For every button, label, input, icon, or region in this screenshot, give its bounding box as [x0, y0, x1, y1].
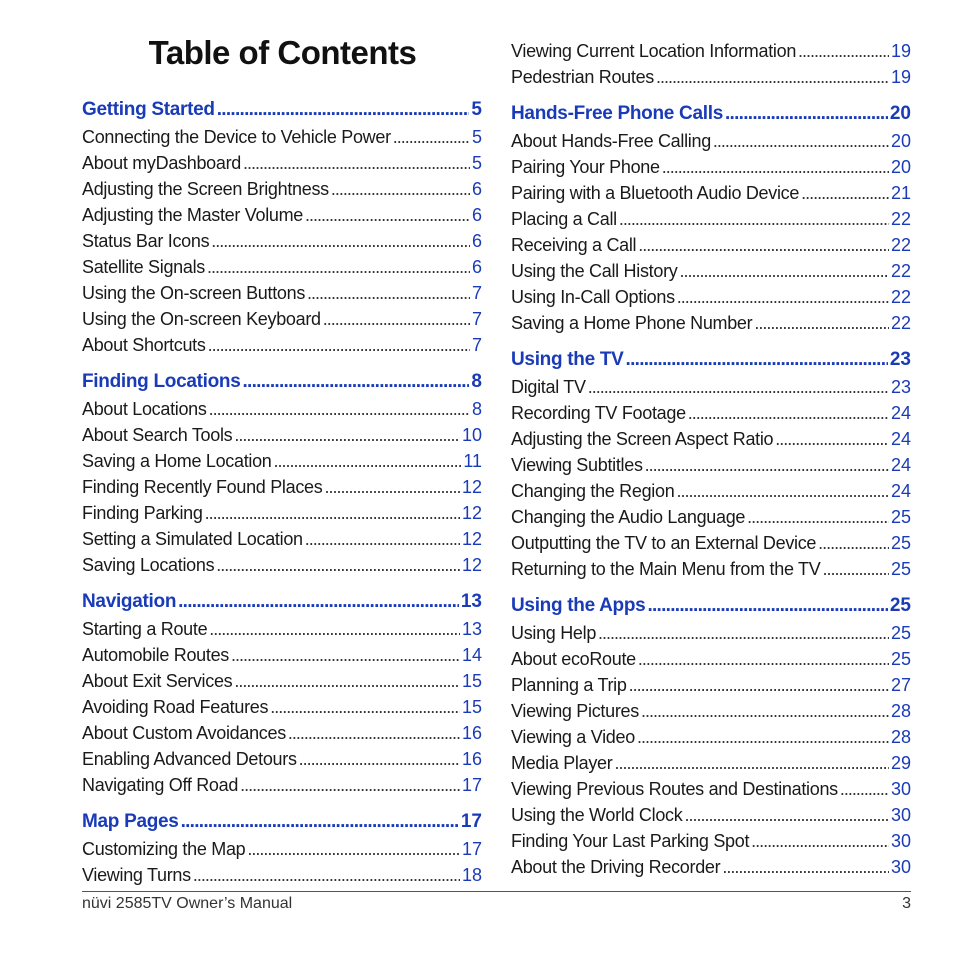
toc-entry[interactable] — [82, 642, 482, 668]
dot-leader — [270, 694, 460, 720]
toc-section — [511, 592, 911, 880]
toc-heading-page-link[interactable]: 5 — [471, 99, 482, 120]
toc-section-heading[interactable] — [82, 96, 482, 124]
toc-entry-label: Status Bar Icons — [82, 231, 210, 251]
toc-heading-page-link[interactable]: 25 — [889, 595, 911, 616]
toc-entry-label: Saving Locations — [82, 555, 215, 575]
toc-entry[interactable] — [511, 646, 911, 672]
toc-entry[interactable] — [82, 668, 482, 694]
toc-entry-label: Using the On-screen Keyboard — [82, 309, 321, 329]
toc-entry-label: Viewing Previous Routes and Destinations — [511, 779, 838, 799]
toc-entry-page-link[interactable]: 10 — [461, 425, 482, 445]
toc-entry[interactable] — [82, 500, 482, 526]
toc-entry-page-link[interactable]: 23 — [890, 377, 911, 397]
toc-entry-page-link[interactable]: 8 — [471, 399, 482, 419]
toc-heading-page-link[interactable]: 20 — [889, 103, 911, 124]
toc-entry-page-link[interactable]: 22 — [890, 313, 911, 333]
dot-leader — [818, 530, 889, 556]
dot-leader — [637, 724, 889, 750]
toc-heading-label: Hands-Free Phone Calls — [511, 103, 723, 124]
toc-entry-page-link[interactable]: 28 — [890, 701, 911, 721]
toc-entry-label: Returning to the Main Menu from the TV — [511, 559, 821, 579]
toc-entry[interactable] — [511, 802, 911, 828]
toc-entry[interactable] — [82, 772, 482, 798]
toc-entry-label: Connecting the Device to Vehicle Power — [82, 127, 391, 147]
toc-entry-label: Using the World Clock — [511, 805, 683, 825]
toc-entry-page-link[interactable]: 6 — [471, 231, 482, 251]
toc-entry-label: Changing the Region — [511, 481, 675, 501]
toc-entry-page-link[interactable]: 12 — [461, 555, 482, 575]
dot-leader — [751, 828, 889, 854]
toc-section-heading[interactable] — [511, 592, 911, 620]
dot-leader — [323, 306, 470, 332]
toc-entry-page-link[interactable]: 17 — [461, 839, 482, 859]
toc-entry-label: Pairing with a Bluetooth Audio Device — [511, 183, 800, 203]
toc-section-heading[interactable] — [82, 588, 482, 616]
toc-entry-page-link[interactable]: 16 — [461, 749, 482, 769]
dot-leader — [822, 556, 889, 582]
toc-entry[interactable] — [511, 672, 911, 698]
toc-entry-page-link[interactable]: 24 — [890, 481, 911, 501]
toc-entry[interactable] — [511, 258, 911, 284]
dot-leader — [393, 124, 470, 150]
dot-leader — [647, 592, 887, 620]
dot-leader — [626, 346, 888, 374]
toc-heading-label: Finding Locations — [82, 371, 241, 392]
toc-entry-page-link[interactable]: 24 — [890, 429, 911, 449]
toc-entry[interactable] — [511, 776, 911, 802]
toc-entry-page-link[interactable]: 6 — [471, 179, 482, 199]
toc-section — [511, 346, 911, 582]
toc-heading-label: Map Pages — [82, 811, 179, 832]
toc-entry-page-link[interactable]: 28 — [890, 727, 911, 747]
toc-heading-label: Getting Started — [82, 99, 215, 120]
dot-leader — [299, 746, 460, 772]
toc-entry-page-link[interactable]: 19 — [890, 67, 911, 87]
toc-entry-page-link[interactable]: 5 — [471, 153, 482, 173]
dot-leader — [234, 422, 460, 448]
toc-entry-page-link[interactable]: 25 — [890, 623, 911, 643]
dot-leader — [677, 284, 889, 310]
dot-leader — [193, 862, 460, 888]
toc-entry[interactable] — [511, 426, 911, 452]
toc-entry-page-link[interactable]: 6 — [471, 257, 482, 277]
toc-entry-page-link[interactable]: 19 — [890, 41, 911, 61]
toc-entry[interactable] — [511, 556, 911, 582]
dot-leader — [619, 206, 889, 232]
toc-entry-page-link[interactable]: 20 — [890, 131, 911, 151]
toc-entry-label: About Exit Services — [82, 671, 233, 691]
toc-entry-label: Viewing Subtitles — [511, 455, 643, 475]
toc-entry-page-link[interactable]: 24 — [890, 403, 911, 423]
toc-entry[interactable] — [82, 280, 482, 306]
toc-entry-page-link[interactable]: 5 — [471, 127, 482, 147]
dot-leader — [216, 552, 460, 578]
toc-entry-label: Navigating Off Road — [82, 775, 239, 795]
toc-entry-label: Avoiding Road Features — [82, 697, 269, 717]
dot-leader — [684, 802, 889, 828]
dot-leader — [240, 772, 460, 798]
dot-leader — [679, 258, 889, 284]
toc-entry-label: Adjusting the Screen Aspect Ratio — [511, 429, 774, 449]
dot-leader — [324, 474, 460, 500]
dot-leader — [656, 64, 889, 90]
toc-entry-page-link[interactable]: 14 — [461, 645, 482, 665]
dot-leader — [274, 448, 462, 474]
toc-entry-label: Pairing Your Phone — [511, 157, 660, 177]
toc-entry[interactable] — [511, 452, 911, 478]
toc-entry-label: Finding Your Last Parking Spot — [511, 831, 750, 851]
dot-leader — [178, 588, 459, 616]
toc-entry-label: Finding Parking — [82, 503, 203, 523]
dot-leader — [840, 776, 889, 802]
dot-leader — [747, 504, 889, 530]
toc-entry-label: About Hands-Free Calling — [511, 131, 711, 151]
footer-page-number: 3 — [902, 895, 911, 912]
toc-entry[interactable] — [82, 124, 482, 150]
toc-entry-label: Customizing the Map — [82, 839, 246, 859]
toc-entry[interactable] — [82, 474, 482, 500]
toc-entry-label: Planning a Trip — [511, 675, 627, 695]
toc-entry-page-link[interactable]: 22 — [890, 287, 911, 307]
toc-heading-page-link[interactable]: 13 — [460, 591, 482, 612]
toc-entry-page-link[interactable]: 30 — [890, 805, 911, 825]
toc-entry[interactable] — [82, 836, 482, 862]
toc-entry-page-link[interactable]: 29 — [890, 753, 911, 773]
toc-entry[interactable] — [511, 854, 911, 880]
toc-heading-page-link[interactable]: 17 — [460, 811, 482, 832]
toc-entry-label: About ecoRoute — [511, 649, 636, 669]
dot-leader — [305, 202, 470, 228]
dot-leader — [288, 720, 460, 746]
toc-entry[interactable] — [82, 448, 482, 474]
toc-entry[interactable] — [82, 616, 482, 642]
toc-entry-page-link[interactable]: 25 — [890, 533, 911, 553]
toc-entry[interactable] — [82, 176, 482, 202]
toc-entry-label: Pedestrian Routes — [511, 67, 654, 87]
toc-heading-page-link[interactable]: 8 — [471, 371, 482, 392]
dot-leader — [801, 180, 889, 206]
toc-entry[interactable] — [511, 374, 911, 400]
dot-leader — [638, 646, 889, 672]
toc-entry-label: Setting a Simulated Location — [82, 529, 303, 549]
toc-entry-label: Using In-Call Options — [511, 287, 675, 307]
toc-entry[interactable] — [82, 526, 482, 552]
toc-entry[interactable] — [82, 254, 482, 280]
toc-entry[interactable] — [511, 284, 911, 310]
toc-entry[interactable] — [82, 694, 482, 720]
toc-entry[interactable] — [511, 620, 911, 646]
toc-entry-page-link[interactable]: 30 — [890, 831, 911, 851]
toc-left-column — [82, 96, 482, 898]
dot-leader — [243, 368, 470, 396]
toc-heading-page-link[interactable]: 23 — [889, 349, 911, 370]
toc-entry-label: Using the Call History — [511, 261, 678, 281]
toc-entry-label: Satellite Signals — [82, 257, 205, 277]
dot-leader — [211, 228, 470, 254]
toc-section — [82, 96, 482, 358]
toc-entry[interactable] — [511, 530, 911, 556]
toc-entry-page-link[interactable]: 6 — [471, 205, 482, 225]
toc-section — [511, 100, 911, 336]
toc-entry-label: Recording TV Footage — [511, 403, 686, 423]
toc-entry[interactable] — [82, 552, 482, 578]
toc-entry-label: Placing a Call — [511, 209, 617, 229]
toc-entry-page-link[interactable]: 7 — [471, 283, 482, 303]
toc-entry-page-link[interactable]: 12 — [461, 477, 482, 497]
toc-entry[interactable] — [511, 310, 911, 336]
toc-entry-label: About the Driving Recorder — [511, 857, 721, 877]
toc-entry-label: Viewing Current Location Information — [511, 41, 797, 61]
toc-section — [82, 588, 482, 798]
toc-entry[interactable] — [82, 306, 482, 332]
dot-leader — [231, 642, 460, 668]
dot-leader — [645, 452, 889, 478]
footer-manual-title: nüvi 2585TV Owner’s Manual — [82, 895, 293, 912]
toc-entry-label: Viewing Pictures — [511, 701, 639, 721]
toc-entry[interactable] — [82, 150, 482, 176]
dot-leader — [181, 808, 459, 836]
toc-entry-label: Using Help — [511, 623, 597, 643]
dot-leader — [247, 836, 460, 862]
dot-leader — [331, 176, 470, 202]
toc-entry-label: Saving a Home Phone Number — [511, 313, 753, 333]
toc-entry-label: Starting a Route — [82, 619, 208, 639]
dot-leader — [725, 100, 888, 128]
toc-entry-label: Enabling Advanced Detours — [82, 749, 297, 769]
dot-leader — [638, 232, 889, 258]
toc-entry-page-link[interactable]: 17 — [461, 775, 482, 795]
toc-entry[interactable] — [82, 396, 482, 422]
dot-leader — [217, 96, 470, 124]
dot-leader — [209, 616, 460, 642]
toc-right-column — [511, 38, 911, 890]
dot-leader — [208, 332, 470, 358]
toc-entry[interactable] — [82, 202, 482, 228]
toc-entry-page-link[interactable]: 16 — [461, 723, 482, 743]
toc-section-heading[interactable] — [511, 346, 911, 374]
toc-entry-page-link[interactable]: 15 — [461, 697, 482, 717]
dot-leader — [307, 280, 470, 306]
toc-entry-page-link[interactable]: 22 — [890, 209, 911, 229]
toc-entry-label: About myDashboard — [82, 153, 241, 173]
toc-entry-label: About Locations — [82, 399, 207, 419]
dot-leader — [722, 854, 889, 880]
dot-leader — [676, 478, 889, 504]
toc-entry-page-link[interactable]: 30 — [890, 779, 911, 799]
toc-entry-page-link[interactable]: 12 — [461, 503, 482, 523]
toc-entry[interactable] — [511, 478, 911, 504]
toc-entry[interactable] — [511, 828, 911, 854]
toc-entry-page-link[interactable]: 12 — [461, 529, 482, 549]
toc-entry-page-link[interactable]: 25 — [890, 649, 911, 669]
dot-leader — [798, 38, 889, 64]
toc-heading-label: Using the Apps — [511, 595, 646, 616]
toc-section-heading[interactable] — [511, 100, 911, 128]
dot-leader — [614, 750, 889, 776]
toc-heading-label: Navigation — [82, 591, 177, 612]
toc-entry-page-link[interactable]: 18 — [461, 865, 482, 885]
toc-entry-label: Saving a Home Location — [82, 451, 272, 471]
toc-entry-page-link[interactable]: 25 — [890, 507, 911, 527]
dot-leader — [688, 400, 889, 426]
toc-entry[interactable] — [511, 128, 911, 154]
toc-entry-label: Automobile Routes — [82, 645, 229, 665]
dot-leader — [713, 128, 889, 154]
toc-entry[interactable] — [511, 232, 911, 258]
toc-entry-label: Outputting the TV to an External Device — [511, 533, 817, 553]
toc-entry[interactable] — [82, 746, 482, 772]
toc-entry-page-link[interactable]: 30 — [890, 857, 911, 877]
toc-entry-page-link[interactable]: 25 — [890, 559, 911, 579]
toc-entry[interactable] — [511, 180, 911, 206]
toc-entry-page-link[interactable]: 20 — [890, 157, 911, 177]
toc-entry[interactable] — [82, 862, 482, 888]
toc-entry-label: Finding Recently Found Places — [82, 477, 323, 497]
toc-entry-label: About Custom Avoidances — [82, 723, 286, 743]
dot-leader — [207, 254, 470, 280]
toc-entry[interactable] — [511, 750, 911, 776]
page-title: Table of Contents — [148, 34, 417, 71]
toc-entry-page-link[interactable]: 11 — [463, 451, 482, 471]
toc-entry-label: About Shortcuts — [82, 335, 206, 355]
toc-entry[interactable] — [511, 206, 911, 232]
toc-section — [82, 368, 482, 578]
toc-entry[interactable] — [511, 504, 911, 530]
toc-entry-page-link[interactable]: 7 — [471, 309, 482, 329]
toc-entry[interactable] — [511, 154, 911, 180]
toc-section — [82, 808, 482, 888]
toc-entry-page-link[interactable]: 22 — [890, 235, 911, 255]
toc-entry[interactable] — [511, 400, 911, 426]
toc-section-heading[interactable] — [82, 368, 482, 396]
dot-leader — [234, 668, 460, 694]
toc-entry-label: Using the On-screen Buttons — [82, 283, 306, 303]
toc-heading-label: Using the TV — [511, 349, 624, 370]
dot-leader — [662, 154, 889, 180]
dot-leader — [205, 500, 460, 526]
toc-entry[interactable] — [511, 698, 911, 724]
toc-entry-label: Receiving a Call — [511, 235, 637, 255]
dot-leader — [305, 526, 460, 552]
toc-entry[interactable] — [82, 720, 482, 746]
toc-entry-page-link[interactable]: 13 — [461, 619, 482, 639]
toc-entry-label: About Search Tools — [82, 425, 233, 445]
toc-section-heading[interactable] — [82, 808, 482, 836]
toc-entry-label: Adjusting the Screen Brightness — [82, 179, 329, 199]
footer-divider — [82, 891, 911, 892]
dot-leader — [775, 426, 889, 452]
toc-entry[interactable] — [511, 64, 911, 90]
dot-leader — [588, 374, 889, 400]
toc-entry-label: Viewing a Video — [511, 727, 635, 747]
toc-entry[interactable] — [82, 422, 482, 448]
dot-leader — [754, 310, 889, 336]
toc-entry-label: Changing the Audio Language — [511, 507, 746, 527]
toc-entry-page-link[interactable]: 15 — [461, 671, 482, 691]
toc-entry-label: Media Player — [511, 753, 613, 773]
toc-entry[interactable] — [82, 332, 482, 358]
toc-entry-page-link[interactable]: 22 — [890, 261, 911, 281]
toc-entry-page-link[interactable]: 24 — [890, 455, 911, 475]
toc-section — [511, 38, 911, 90]
toc-entry-label: Digital TV — [511, 377, 586, 397]
toc-entry-label: Adjusting the Master Volume — [82, 205, 304, 225]
dot-leader — [209, 396, 470, 422]
dot-leader — [641, 698, 889, 724]
toc-entry-label: Viewing Turns — [82, 865, 191, 885]
dot-leader — [629, 672, 889, 698]
toc-entry-page-link[interactable]: 21 — [890, 183, 911, 203]
toc-entry[interactable] — [511, 38, 911, 64]
dot-leader — [243, 150, 470, 176]
toc-entry[interactable] — [511, 724, 911, 750]
dot-leader — [598, 620, 889, 646]
toc-entry[interactable] — [82, 228, 482, 254]
toc-entry-page-link[interactable]: 7 — [471, 335, 482, 355]
toc-entry-page-link[interactable]: 27 — [890, 675, 911, 695]
